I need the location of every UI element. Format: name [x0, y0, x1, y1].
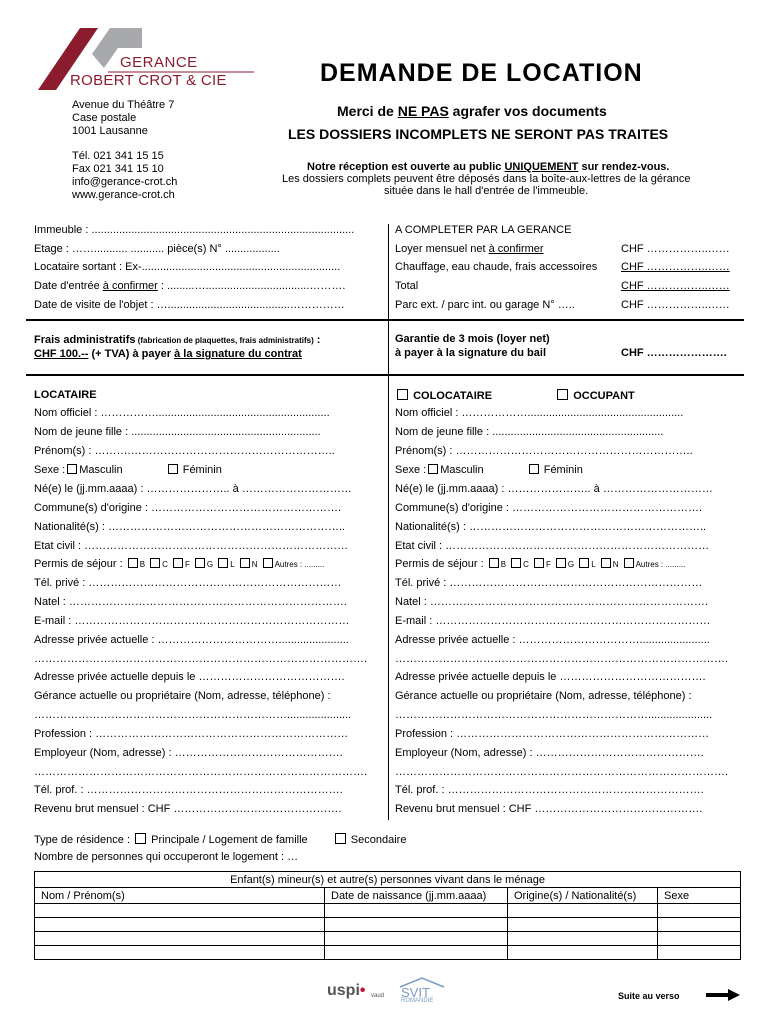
col-adresse[interactable]: Adresse privée actuelle : …………………………….......................: [395, 634, 710, 646]
loc-adresse-depuis[interactable]: Adresse privée actuelle depuis le ………………………………….: [34, 671, 345, 683]
contact-fax: Fax 021 341 15 10: [72, 163, 164, 175]
loc-etat-civil[interactable]: Etat civil : ………………………………………………………………: [34, 540, 349, 552]
field-etage[interactable]: Etage : ……........... ........... pièce(s) N° ..................: [34, 243, 280, 255]
permis-checkbox[interactable]: [601, 558, 611, 568]
col-employeur-2[interactable]: ……………………………………………………………………………….: [395, 766, 729, 778]
col-etat-civil[interactable]: Etat civil : ………………………………………………………………: [395, 540, 710, 552]
col-natel[interactable]: Natel : ………………………………………………………………….: [395, 596, 708, 608]
frais-admin-amount: CHF 100.-- (+ TVA) à payer à la signature du contrat: [34, 348, 302, 360]
contact-website[interactable]: www.gerance-crot.ch: [72, 189, 175, 201]
column-header: Nom / Prénom(s): [35, 888, 325, 904]
field-parc: Parc ext. / parc int. ou garage N° …..: [395, 299, 575, 311]
suite-au-verso: Suite au verso: [618, 991, 680, 1001]
contact-email[interactable]: info@gerance-crot.ch: [72, 176, 178, 188]
column-header: Origine(s) / Nationalité(s): [508, 888, 658, 904]
loc-prenom[interactable]: Prénom(s) : ……….………………………………………………..: [34, 445, 335, 457]
notice-deposit: Les dossiers complets peuvent être déposés dans la boîte-aux-lettres de la gérance: [282, 173, 691, 185]
loc-adresse[interactable]: Adresse privée actuelle : …………………………….......................: [34, 634, 349, 646]
loc-natel[interactable]: Natel : ………………………………………………………………….: [34, 596, 347, 608]
loc-commune[interactable]: Commune(s) d'origine : …………………………………………….: [34, 502, 342, 514]
loc-tel-prive[interactable]: Tél. privé : ……………………………………………………………: [34, 577, 342, 589]
loc-gerance-2[interactable]: …………………………………………………………….....................: [34, 709, 352, 721]
notice-incomplete: LES DOSSIERS INCOMPLETS NE SERONT PAS TRAITES: [288, 126, 669, 142]
permis-checkbox[interactable]: [579, 558, 589, 568]
col-gerance: Gérance actuelle ou propriétaire (Nom, adresse, téléphone) :: [395, 690, 692, 702]
column-header: Sexe: [658, 888, 741, 904]
col-nationalite[interactable]: Nationalité(s) : ………………………………………………………..: [395, 521, 707, 533]
col-nom[interactable]: Nom officiel : ………………...................................................: [395, 407, 684, 419]
col-sexe: Sexe : Masculin Féminin: [395, 464, 583, 476]
permis-checkbox[interactable]: [511, 558, 521, 568]
feminin-checkbox[interactable]: [529, 464, 539, 474]
enfants-caption: Enfant(s) mineur(s) et autre(s) personnes vivant dans le ménage: [35, 872, 741, 888]
svit-logo: SVIT: [401, 985, 430, 1000]
col-tel-prive[interactable]: Tél. privé : ……………………………………………………………: [395, 577, 703, 589]
col-profession[interactable]: Profession : ……………………………………………………………: [395, 728, 710, 740]
col-jeune-fille[interactable]: Nom de jeune fille : ........................................................: [395, 426, 664, 438]
loc-jeune-fille[interactable]: Nom de jeune fille : ..............................................................: [34, 426, 321, 438]
secondaire-checkbox[interactable]: [335, 833, 346, 844]
svit-logo-sub: ROMANDIE: [401, 998, 434, 1004]
field-chauffage: Chauffage, eau chaude, frais accessoires: [395, 261, 598, 273]
col-adresse-depuis[interactable]: Adresse privée actuelle depuis le ………………………………….: [395, 671, 706, 683]
loc-revenu[interactable]: Revenu brut mensuel : CHF ……………………………………….: [34, 803, 342, 815]
center-divider: [388, 224, 389, 820]
section-divider: [26, 319, 744, 321]
uspi-logo-sub: vaud: [371, 993, 385, 999]
field-loyer: Loyer mensuel net à confirmer: [395, 243, 544, 255]
loc-email[interactable]: E-mail : …………………………………………………………………: [34, 615, 350, 627]
logo-line-2: ROBERT CROT & CIE: [70, 72, 227, 89]
loc-nom[interactable]: Nom officiel : …………….........................................................: [34, 407, 330, 419]
field-loyer-chf[interactable]: CHF ……………..……: [621, 243, 730, 255]
loc-nationalite[interactable]: Nationalité(s) : ………………………………………………………..: [34, 521, 346, 533]
loc-adresse-2[interactable]: ……………………………………………………………………………….: [34, 653, 368, 665]
field-date-visite[interactable]: Date de visite de l'objet : …........................................……………: [34, 299, 345, 311]
colocataire-header: COLOCATAIRE OCCUPANT: [395, 389, 635, 402]
field-total: Total: [395, 280, 419, 292]
feminin-checkbox[interactable]: [168, 464, 178, 474]
table-row[interactable]: [35, 932, 741, 946]
column-header: Date de naissance (jj.mm.aaaa): [325, 888, 508, 904]
loc-sexe: Sexe : Masculin Féminin: [34, 464, 222, 476]
address-line: Avenue du Théâtre 7: [72, 99, 175, 111]
page-title: DEMANDE DE LOCATION: [320, 59, 643, 87]
uspi-logo: uspi•: [327, 982, 366, 999]
masculin-checkbox[interactable]: [428, 464, 438, 474]
permis-checkbox[interactable]: [624, 558, 634, 568]
locataire-header: LOCATAIRE: [34, 389, 97, 401]
address-line: Case postale: [72, 112, 137, 124]
permis-checkbox[interactable]: [534, 558, 544, 568]
logo-line-1: GERANCE: [120, 54, 198, 71]
col-naissance[interactable]: Né(e) le (jj.mm.aaaa) : ………………….. à …………………………: [395, 483, 713, 495]
field-locataire-sortant[interactable]: Locataire sortant : Ex-.................................................................: [34, 261, 341, 273]
colocataire-checkbox[interactable]: [397, 389, 408, 400]
field-immeuble[interactable]: Immeuble : ......................................................................................: [34, 224, 355, 236]
col-tel-prof[interactable]: Tél. prof. : …………………………………………………………….: [395, 784, 704, 796]
col-prenom[interactable]: Prénom(s) : ………………………………………………………..: [395, 445, 693, 457]
field-parc-chf[interactable]: CHF ……………..……: [621, 299, 730, 311]
notice-staple: Merci de NE PAS agrafer vos documents: [337, 103, 607, 119]
notice-hall: située dans le hall d'entrée de l'immeuble.: [384, 185, 589, 197]
col-commune[interactable]: Commune(s) d'origine : …………………………………………….: [395, 502, 703, 514]
arrow-right-icon: [706, 989, 740, 1001]
permis-checkbox[interactable]: [150, 558, 160, 568]
permis-checkbox[interactable]: [218, 558, 228, 568]
occupant-checkbox[interactable]: [557, 389, 568, 400]
permis-checkbox[interactable]: [173, 558, 183, 568]
loc-employeur-2[interactable]: ……………………………………………………………………………….: [34, 766, 368, 778]
loc-permis: Permis de séjour : B C F G L N Autres : .........: [34, 558, 325, 570]
principale-checkbox[interactable]: [135, 833, 146, 844]
garantie-chf[interactable]: CHF ………………….: [621, 347, 727, 359]
gerance-header: A COMPLETER PAR LA GERANCE: [395, 224, 572, 236]
residence-nombre[interactable]: Nombre de personnes qui occuperont le logement : …: [34, 851, 299, 863]
address-line: 1001 Lausanne: [72, 125, 148, 137]
table-row[interactable]: [35, 918, 741, 932]
loc-employeur[interactable]: Employeur (Nom, adresse) : ……………………………………….: [34, 747, 343, 759]
frais-admin-label: Frais administratifs (fabrication de plaquettes, frais administratifs) :: [34, 334, 321, 346]
masculin-checkbox[interactable]: [67, 464, 77, 474]
field-chauffage-chf[interactable]: CHF ……………..……: [621, 261, 730, 273]
notice-reception: Notre réception est ouverte au public UNIQUEMENT sur rendez-vous.: [307, 161, 670, 173]
col-revenu[interactable]: Revenu brut mensuel : CHF ……………………………………….: [395, 803, 703, 815]
permis-checkbox[interactable]: [556, 558, 566, 568]
loc-gerance: Gérance actuelle ou propriétaire (Nom, adresse, téléphone) :: [34, 690, 331, 702]
permis-checkbox[interactable]: [128, 558, 138, 568]
table-row[interactable]: [35, 904, 741, 918]
permis-checkbox[interactable]: [240, 558, 250, 568]
col-employeur[interactable]: Employeur (Nom, adresse) : ……………………………………….: [395, 747, 704, 759]
loc-tel-prof[interactable]: Tél. prof. : …………………………………………………………….: [34, 784, 343, 796]
permis-checkbox[interactable]: [195, 558, 205, 568]
contact-phone: Tél. 021 341 15 15: [72, 150, 164, 162]
section-divider: [26, 374, 744, 376]
table-row[interactable]: [35, 946, 741, 960]
permis-checkbox[interactable]: [489, 558, 499, 568]
garantie-payment: à payer à la signature du bail: [395, 347, 546, 359]
col-permis: Permis de séjour : B C F G L N Autres : .........: [395, 558, 686, 570]
loc-naissance[interactable]: Né(e) le (jj.mm.aaaa) : ………………….. à …………………………: [34, 483, 352, 495]
loc-profession[interactable]: Profession : ……………………………………………………………: [34, 728, 349, 740]
permis-checkbox[interactable]: [263, 558, 273, 568]
field-date-entree[interactable]: Date d'entrée à confirmer : .........…..................................……….: [34, 280, 346, 292]
enfants-table: [34, 871, 741, 960]
field-total-chf[interactable]: CHF ……………..……: [621, 280, 730, 292]
residence-type: Type de résidence : Principale / Logement de famille Secondaire: [34, 834, 407, 846]
col-email[interactable]: E-mail : …………………………………………………………………: [395, 615, 711, 627]
col-adresse-2[interactable]: ……………………………………………………………………………….: [395, 653, 729, 665]
garantie-label: Garantie de 3 mois (loyer net): [395, 333, 550, 345]
col-gerance-2[interactable]: …………………………………………………………….....................: [395, 709, 713, 721]
